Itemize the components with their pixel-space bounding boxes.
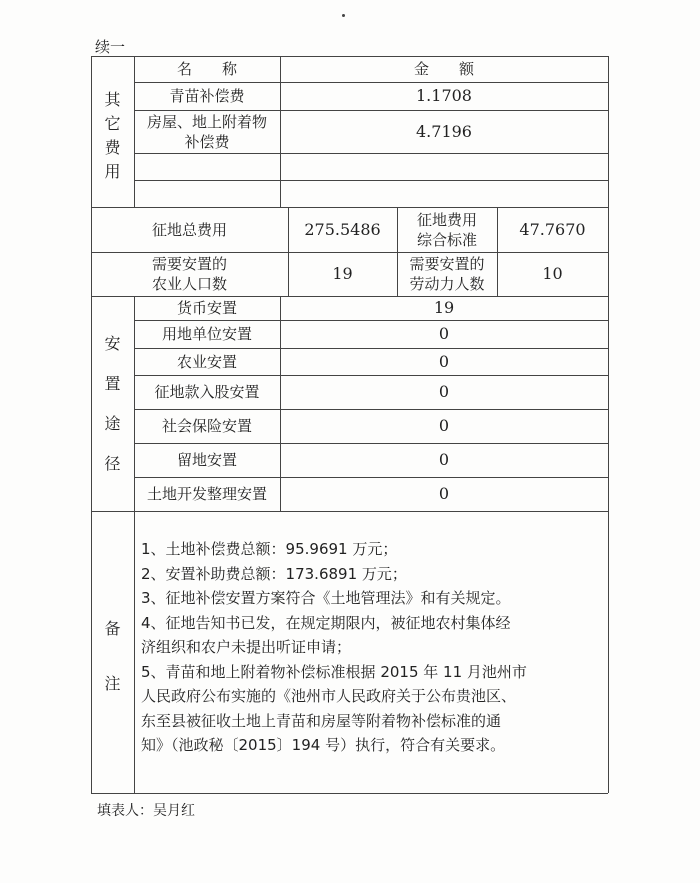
housing-fee-name: 房屋、地上附着物 补偿费 bbox=[146, 112, 267, 151]
resettlement-name-reserved-land: 留地安置 bbox=[176, 451, 237, 469]
resettlement-value-agriculture: 0 bbox=[438, 351, 450, 371]
resettlement-value-social-insurance: 0 bbox=[438, 416, 450, 435]
resettlement-value-cash: 19 bbox=[433, 298, 455, 317]
remark-line: 知》（池政秘〔2015〕194 号）执行，符合有关要求。 bbox=[141, 736, 506, 754]
standard-fee-label: 征地费用 综合标准 bbox=[416, 210, 477, 249]
resettlement-value-employer: 0 bbox=[438, 324, 450, 343]
remark-line: 2、安置补助费总额：173.6891 万元； bbox=[141, 564, 407, 583]
continued-label: 续一 bbox=[95, 38, 126, 56]
labor-count-value: 10 bbox=[542, 264, 563, 283]
remark-line: 4、征地告知书已发，在规定期限内，被征地农村集体经 bbox=[141, 613, 511, 632]
resettlement-label: 安 置 途 径 bbox=[104, 333, 121, 473]
remark-line: 5、青苗和地上附着物补偿标准根据 2015 年 11 月池州市 bbox=[141, 662, 527, 681]
agri-population-value: 19 bbox=[332, 264, 353, 283]
resettlement-name-land-development: 土地开发整理安置 bbox=[146, 485, 267, 503]
scan-dot bbox=[342, 14, 345, 17]
housing-fee-amount: 4.7196 bbox=[416, 121, 472, 141]
remark-line: 1、土地补偿费总额：95.9691 万元； bbox=[141, 540, 398, 558]
total-fee-label: 征地总费用 bbox=[151, 220, 227, 239]
remarks-text bbox=[141, 537, 603, 758]
remark-line: 人民政府公布实施的《池州市人民政府关于公布贵池区、 bbox=[141, 687, 517, 705]
resettlement-value-land-development: 0 bbox=[438, 484, 450, 503]
resettlement-value-reserved-land: 0 bbox=[438, 450, 450, 469]
agri-population-label: 需要安置的 农业人口数 bbox=[151, 255, 227, 293]
other-fees-label: 其 它 费 用 bbox=[104, 89, 121, 181]
remark-line: 3、征地补偿安置方案符合《土地管理法》和有关规定。 bbox=[141, 589, 511, 607]
amount-column-header: 金 额 bbox=[413, 60, 474, 78]
labor-count-label: 需要安置的 劳动力人数 bbox=[409, 255, 485, 293]
remarks-label: 备 注 bbox=[104, 619, 121, 693]
standard-fee-value: 47.7670 bbox=[519, 219, 586, 239]
name-column-header: 名 称 bbox=[176, 60, 237, 78]
resettlement-name-cash: 货币安置 bbox=[176, 299, 237, 317]
resettlement-value-equity: 0 bbox=[438, 382, 450, 401]
total-fee-value: 275.5486 bbox=[304, 219, 381, 239]
filled-by: 填表人：吴月红 bbox=[97, 803, 195, 819]
resettlement-name-social-insurance: 社会保险安置 bbox=[161, 417, 252, 435]
resettlement-name-agriculture: 农业安置 bbox=[176, 352, 237, 371]
seedling-fee-amount: 1.1708 bbox=[416, 86, 472, 105]
resettlement-name-equity: 征地款入股安置 bbox=[154, 383, 260, 401]
resettlement-name-employer: 用地单位安置 bbox=[161, 325, 252, 343]
remark-line: 东至县被征收土地上青苗和房屋等附着物补偿标准的通 bbox=[141, 711, 502, 730]
remark-line: 济组织和农户未提出听证申请； bbox=[141, 638, 352, 656]
seedling-fee-name: 青苗补偿费 bbox=[169, 87, 245, 105]
